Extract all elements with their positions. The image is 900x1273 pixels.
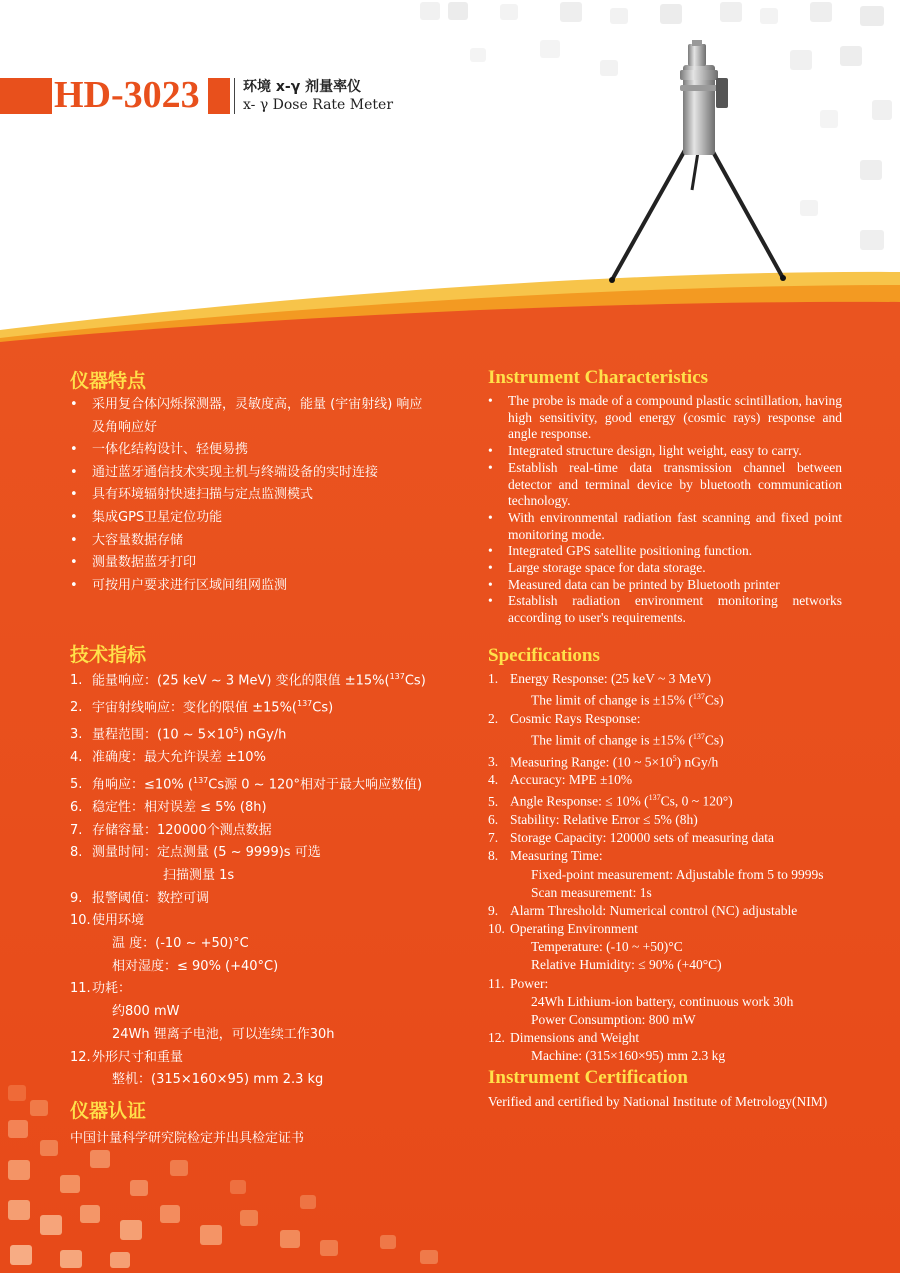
detector-tripod-image xyxy=(600,40,800,285)
spec-row: Relative Humidity: ≤ 90% (+40°C) xyxy=(531,957,722,973)
spec-row: 10.使用环境 xyxy=(70,913,145,929)
cert-text-cn: 中国计量科学研究院检定并出具检定证书 xyxy=(70,1131,305,1146)
spec-row: 约800 mW xyxy=(112,1004,180,1020)
list-item: • Integrated structure design, light weight, easy to carry. xyxy=(488,443,842,460)
spec-row: 11.功耗： xyxy=(70,981,132,997)
spec-row: Machine: (315×160×95) mm 2.3 kg xyxy=(531,1048,726,1064)
spec-row: 1. Energy Response: (25 keV ~ 3 MeV) xyxy=(488,671,712,686)
spec-row: 12. Dimensions and Weight xyxy=(488,1029,640,1045)
spec-row: 7. Storage Capacity: 120000 sets of measuring data xyxy=(488,830,774,846)
features-heading-en: Instrument Characteristics xyxy=(488,367,709,388)
spec-row: 6. Stability: Relative Error ≤ 5% (8h) xyxy=(488,812,698,828)
spec-row: 1. 能量响应：(25 keV ~ 3 MeV) 变化的限值 ±15%($^{137}$Cs) xyxy=(70,672,426,689)
spec-row: Temperature: (-10 ~ +50)°C xyxy=(531,939,683,955)
specs-list-cn xyxy=(70,666,426,1092)
spec-row: 3. Measuring Range: (10 ~ $5\times 10^5$) nGy/h xyxy=(488,753,719,770)
spec-row: 7. 存储容量：120000个测点数据 xyxy=(70,822,272,838)
list-item: • 可按用户要求进行区域间组网监测 xyxy=(70,575,430,598)
spec-row: 2. Cosmic Rays Response: xyxy=(488,710,641,726)
spec-row: 24Wh Lithium-ion battery, continuous work 30h xyxy=(531,993,794,1009)
model-number: HD-3023 xyxy=(52,72,208,118)
spec-row: 4. 准确度：最大允许误差 ±10% xyxy=(70,750,266,766)
list-item: • 一体化结构设计、轻便易携 xyxy=(70,439,430,462)
features-heading-cn: 仪器特点 xyxy=(70,370,147,392)
spec-row: 8. 测量时间：定点测量 (5 ~ 9999)s 可选 xyxy=(70,845,321,861)
list-item: • With environmental radiation fast scanning and fixed point monitoring mode. xyxy=(488,510,842,543)
spec-row: The limit of change is ±15% ($^{137}$Cs) xyxy=(531,692,724,708)
list-item: • 测量数据蓝牙打印 xyxy=(70,552,430,575)
product-title-cn: 环境 x-γ 剂量率仪 xyxy=(243,79,362,95)
list-item: • 通过蓝牙通信技术实现主机与终端设备的实时连接 xyxy=(70,462,430,485)
spec-row: 4. Accuracy: MPE ±10% xyxy=(488,772,633,788)
list-item: • 集成GPS卫星定位功能 xyxy=(70,507,430,530)
spec-row: 3. 量程范围：(10 ~ $5\times 10^5$) nGy/h xyxy=(70,726,287,743)
spec-row: 12.外形尺寸和重量 xyxy=(70,1049,184,1065)
spec-row: 扫描测量 1s xyxy=(163,867,235,883)
product-title-en: x- γ Dose Rate Meter xyxy=(243,97,394,113)
spec-row: 8. Measuring Time: xyxy=(488,848,603,864)
spec-row: 11. Power: xyxy=(488,975,549,991)
spec-row: 9. 报警阈值：数控可调 xyxy=(70,890,210,906)
list-item: • 具有环境辐射快速扫描与定点监测模式 xyxy=(70,484,430,507)
spec-row: 5. 角响应：≤10% ($^{137}$Cs源 0 ~ 120°相对于最大响应数值) xyxy=(70,775,423,793)
list-item: • 大容量数据存储 xyxy=(70,530,430,553)
list-item: • Measured data can be printed by Bluetooth printer xyxy=(488,577,842,594)
spec-row: Power Consumption: 800 mW xyxy=(531,1011,696,1027)
spec-row: The limit of change is ±15% ($^{137}$Cs) xyxy=(531,731,724,748)
spec-row: 温 度：(-10 ~ +50)°C xyxy=(112,936,249,952)
cert-heading-en: Instrument Certification xyxy=(488,1067,688,1088)
spec-row: 整机：(315×160×95) mm 2.3 kg xyxy=(112,1072,324,1088)
spec-row: Fixed-point measurement: Adjustable from 5 to 9999s xyxy=(531,866,824,882)
list-item: • Establish real-time data transmission channel between detector and terminal device by bluetooth communication technology. xyxy=(488,460,842,510)
spec-row: 6. 稳定性：相对误差 ≤ 5% (8h) xyxy=(70,799,267,815)
spec-row: 5. Angle Response: ≤ 10% ($^{137}$Cs, 0 ~ 120°) xyxy=(488,793,733,809)
list-item: • Establish radiation environment monitoring networks according to user's requirements. xyxy=(488,593,842,626)
list-item: • Large storage space for data storage. xyxy=(488,560,842,577)
list-item: • 采用复合体闪烁探测器，灵敏度高，能量 (宇宙射线) 响应及角响应好 xyxy=(70,394,430,439)
spec-row: 9. Alarm Threshold: Numerical control (NC) adjustable xyxy=(488,902,798,918)
list-item: • The probe is made of a compound plastic scintillation, having high sensitivity, good energy (cosmic rays) response and angle response. xyxy=(488,393,842,443)
specs-heading-cn: 技术指标 xyxy=(70,644,147,666)
cert-text-en: Verified and certified by National Institute of Metrology(NIM) xyxy=(488,1094,828,1109)
specs-list-en xyxy=(488,670,823,1065)
list-item: • Integrated GPS satellite positioning function. xyxy=(488,543,842,560)
spec-row: 2. 宇宙射线响应：变化的限值 ±15%($^{137}$Cs) xyxy=(70,699,334,716)
spec-row: 10. Operating Environment xyxy=(488,921,638,937)
product-subtitle xyxy=(234,78,393,114)
spec-row: 相对湿度：≤ 90% (+40°C) xyxy=(112,958,279,974)
spec-row: 24Wh 锂离子电池，可以连续工作30h xyxy=(112,1026,335,1042)
specs-heading-en: Specifications xyxy=(488,645,600,666)
cert-heading-cn: 仪器认证 xyxy=(70,1100,147,1122)
spec-row: Scan measurement: 1s xyxy=(531,884,652,900)
features-list-en xyxy=(488,393,842,627)
features-list-cn xyxy=(70,394,430,597)
